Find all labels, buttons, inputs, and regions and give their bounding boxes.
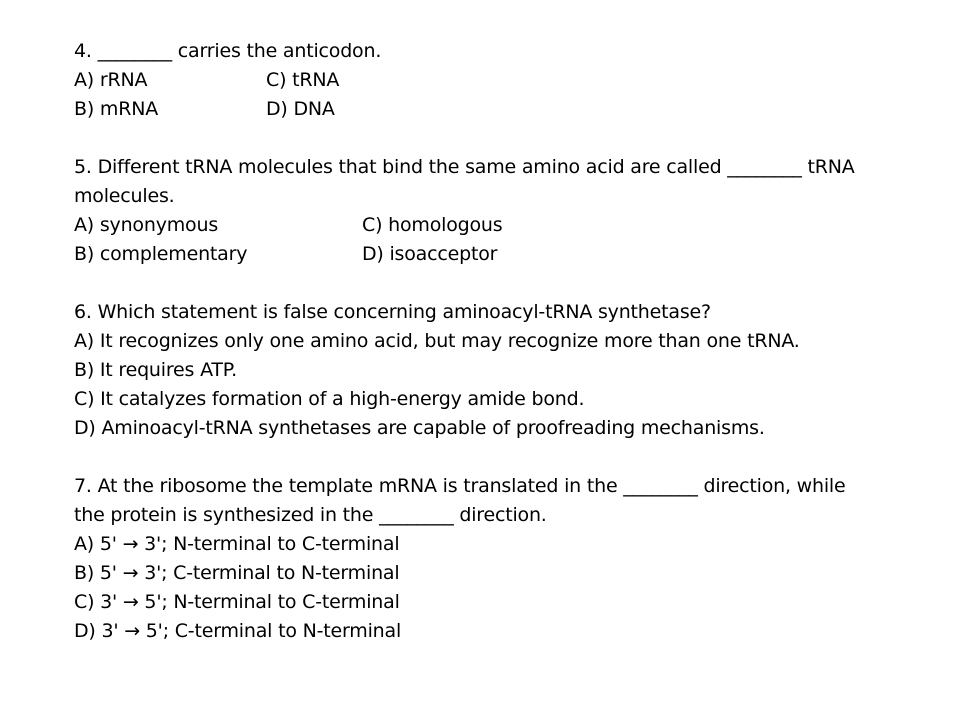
q5-stem-line-1: 5. Different tRNA molecules that bind the same amino acid are called ________ tRNA (74, 156, 855, 178)
q4-option-c: C) tRNA (266, 69, 340, 91)
q5-options-row-2 (74, 240, 924, 269)
q6-option-d: D) Aminoacyl-tRNA synthetases are capable of proofreading mechanisms. (74, 417, 765, 439)
q5-option-b: B) complementary (74, 243, 248, 265)
q6-option-b: B) It requires ATP. (74, 359, 237, 381)
q4-options-row-2 (74, 95, 924, 124)
q5-options-row-1 (74, 211, 924, 240)
q6-option-c: C) It catalyzes formation of a high-energy amide bond. (74, 388, 585, 410)
q7-option-d: D) 3' → 5'; C-terminal to N-terminal (74, 620, 402, 642)
spacer (74, 269, 924, 298)
q4-option-d: D) DNA (266, 98, 335, 120)
q7-option-b: B) 5' → 3'; C-terminal to N-terminal (74, 562, 400, 584)
spacer (74, 124, 924, 153)
q4-stem: 4. ________ carries the anticodon. (74, 40, 382, 62)
spacer (74, 443, 924, 472)
q4-option-b: B) mRNA (74, 98, 159, 120)
q4-options-row-1 (74, 66, 924, 95)
q7-option-a: A) 5' → 3'; N-terminal to C-terminal (74, 533, 400, 555)
q6-option-a: A) It recognizes only one amino acid, but may recognize more than one tRNA. (74, 330, 800, 352)
q6-stem: 6. Which statement is false concerning aminoacyl-tRNA synthetase? (74, 301, 711, 323)
q4-option-a: A) rRNA (74, 69, 148, 91)
q7-stem-line-2: the protein is synthesized in the ________ direction. (74, 504, 547, 526)
q7-option-c: C) 3' → 5'; N-terminal to C-terminal (74, 591, 400, 613)
q5-stem-line-2: molecules. (74, 185, 175, 207)
question-list (74, 37, 924, 646)
q5-option-d: D) isoacceptor (362, 243, 498, 265)
q5-option-c: C) homologous (362, 214, 503, 236)
q5-option-a: A) synonymous (74, 214, 219, 236)
q7-stem-line-1: 7. At the ribosome the template mRNA is translated in the ________ direction, while (74, 475, 846, 497)
